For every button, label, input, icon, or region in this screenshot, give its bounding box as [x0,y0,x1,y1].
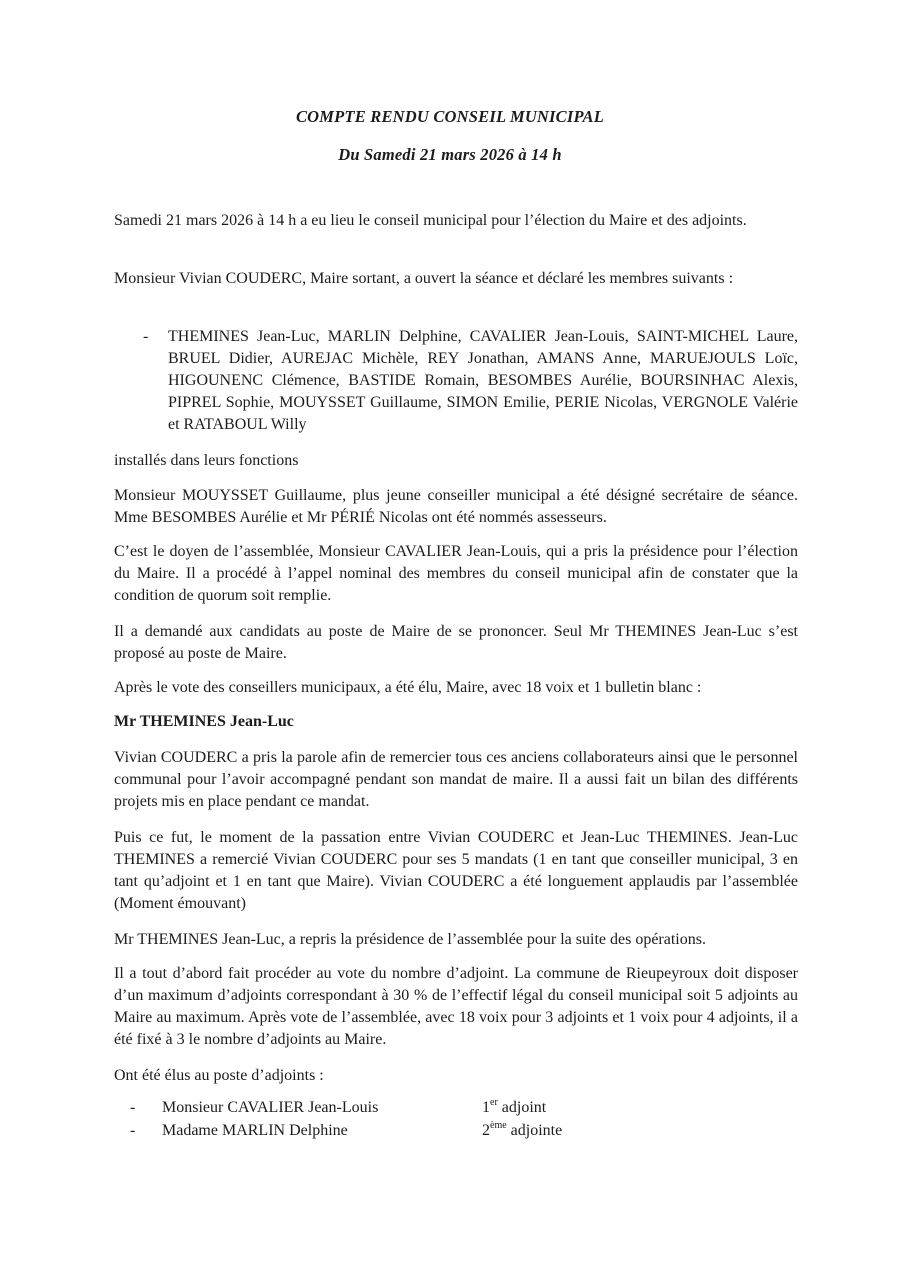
paragraph-intro: Samedi 21 mars 2026 à 14 h a eu lieu le conseil municipal pour l’élection du Maire et des adjoints. [114,212,747,229]
rank-label: adjointe [506,1122,563,1139]
adjoint-row [130,1096,690,1121]
rank-number: 1 [482,1099,490,1116]
paragraph-handover: Puis ce fut, le moment de la passation entre Vivian COUDERC et Jean-Luc THEMINES. Jean-Luc THEMINES a remercié Vivian COUDERC pour ses 5 mandats (1 en tant que conseiller municipal, 3 en tant qu’adjoint et 1 en tant que Maire). Vivian COUDERC a été longuement applaudis par l’assemblée (Moment émouvant) [114,829,798,912]
paragraph-thanks: Vivian COUDERC a pris la parole afin de remercier tous ces anciens collaborateurs ainsi que le personnel communal pour l’avoir accompagné pendant son mandat de maire. Il a aussi fait un bilan des différents projets mis en place pendant ce mandat. [114,749,798,810]
elected-mayor: Mr THEMINES Jean-Luc [114,713,294,730]
paragraph-elected-deputies: Ont été élus au poste d’adjoints : [114,1067,324,1084]
paragraph-presidency: Mr THEMINES Jean-Luc, a repris la présidence de l’assemblée pour la suite des opérations. [114,931,706,948]
paragraph-opening: Monsieur Vivian COUDERC, Maire sortant, a ouvert la séance et déclaré les membres suivants : [114,270,734,287]
list-dash: - [130,1122,136,1139]
list-dash: - [143,328,149,345]
paragraph-deputies-count: Il a tout d’abord fait procéder au vote du nombre d’adjoint. La commune de Rieupeyroux doit disposer d’un maximum d’adjoints correspondant à 30 % de l’effectif légal du conseil municipal soit 5 adjoints au Maire au maximum. Après vote de l’assemblée, avec 18 voix pour 3 adjoints et 1 voix pour 4 adjoints, il a été fixé à 3 le nombre d’adjoints au Maire. [114,965,798,1048]
paragraph-candidates: Il a demandé aux candidats au poste de Maire de se prononcer. Seul Mr THEMINES Jean-Luc s’est proposé au poste de Maire. [114,623,798,662]
rank-ordinal: er [490,1096,498,1108]
adjoint-name: Madame MARLIN Delphine [162,1122,348,1139]
adjoint-row [130,1119,690,1144]
document-title: COMPTE RENDU CONSEIL MUNICIPAL [295,107,605,126]
rank-label: adjoint [497,1099,547,1116]
paragraph-president: C’est le doyen de l’assemblée, Monsieur CAVALIER Jean-Louis, qui a pris la présidence pour l’élection du Maire. Il a procédé à l’appel nominal des membres du conseil municipal afin de constater que la condition de quorum soit remplie. [114,543,798,604]
list-dash: - [130,1099,136,1116]
rank-number: 2 [482,1122,490,1139]
members-names: THEMINES Jean-Luc, MARLIN Delphine, CAVALIER Jean-Louis, SAINT-MICHEL Laure, BRUEL Didier, AUREJAC Michèle, REY Jonathan, AMANS Anne, MARUEJOULS Loïc, HIGOUNENC Clémence, BASTIDE Romain, BESOMBES Aurélie, BOURSINHAC Alexis, PIPREL Sophie, MOUYSSET Guillaume, SIMON Emilie, PERIE Nicolas, VERGNOLE Valérie et RATABOUL Willy [168,328,798,433]
adjoint-rank [482,1119,563,1140]
paragraph-secretary: Monsieur MOUYSSET Guillaume, plus jeune conseiller municipal a été désigné secrétaire de séance. Mme BESOMBES Aurélie et Mr PÉRIÉ Nicolas ont été nommés assesseurs. [114,487,798,526]
rank-ordinal: ème [490,1119,507,1131]
paragraph-installed: installés dans leurs fonctions [114,452,299,469]
paragraph-vote-result: Après le vote des conseillers municipaux, a été élu, Maire, avec 18 voix et 1 bulletin blanc : [114,679,702,696]
adjoint-name: Monsieur CAVALIER Jean-Louis [162,1099,379,1116]
document-subtitle: Du Samedi 21 mars 2026 à 14 h [338,145,562,164]
adjoint-rank [482,1096,547,1117]
